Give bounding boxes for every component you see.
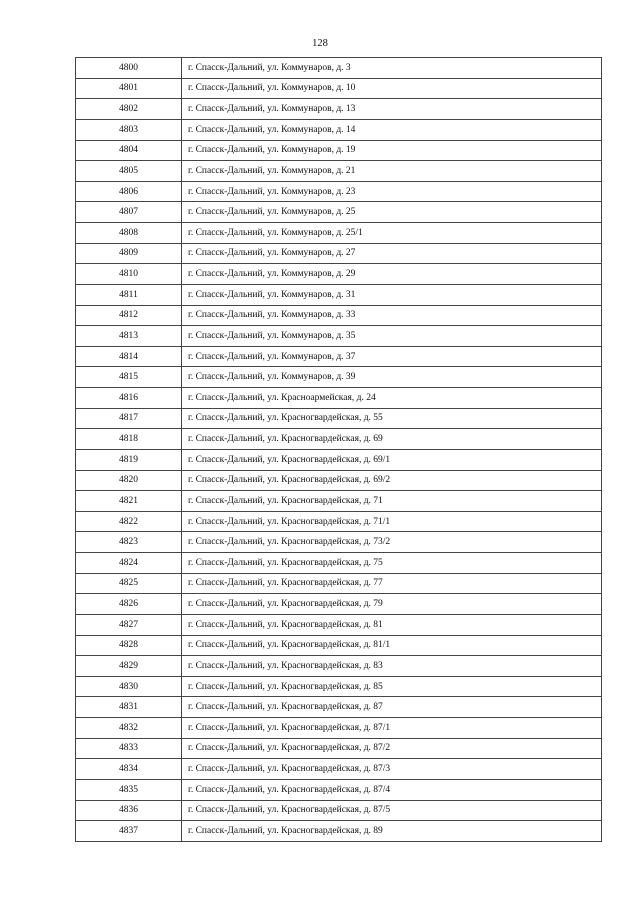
table-row: [76, 99, 602, 120]
table-row: [76, 264, 602, 285]
address-cell: г. Спасск-Дальний, ул. Красноармейская, д. 24: [182, 388, 602, 409]
table-row: [76, 305, 602, 326]
address-cell: г. Спасск-Дальний, ул. Коммунаров, д. 25: [182, 202, 602, 223]
address-cell: г. Спасск-Дальний, ул. Коммунаров, д. 13: [182, 99, 602, 120]
table-row: [76, 140, 602, 161]
table-row: [76, 78, 602, 99]
row-number-cell: 4816: [76, 388, 182, 409]
address-cell: г. Спасск-Дальний, ул. Красногвардейская, д. 69: [182, 429, 602, 450]
address-cell: г. Спасск-Дальний, ул. Красногвардейская, д. 87/3: [182, 759, 602, 780]
table-row: [76, 738, 602, 759]
row-number-cell: 4811: [76, 284, 182, 305]
row-number-cell: 4819: [76, 449, 182, 470]
address-cell: г. Спасск-Дальний, ул. Красногвардейская, д. 69/2: [182, 470, 602, 491]
row-number-cell: 4812: [76, 305, 182, 326]
address-table: [75, 57, 602, 842]
row-number-cell: 4834: [76, 759, 182, 780]
row-number-cell: 4808: [76, 223, 182, 244]
address-cell: г. Спасск-Дальний, ул. Красногвардейская, д. 87/4: [182, 779, 602, 800]
row-number-cell: 4814: [76, 346, 182, 367]
row-number-cell: 4804: [76, 140, 182, 161]
row-number-cell: 4835: [76, 779, 182, 800]
table-row: [76, 119, 602, 140]
address-cell: г. Спасск-Дальний, ул. Коммунаров, д. 27: [182, 243, 602, 264]
address-cell: г. Спасск-Дальний, ул. Красногвардейская, д. 87/2: [182, 738, 602, 759]
address-cell: г. Спасск-Дальний, ул. Коммунаров, д. 14: [182, 119, 602, 140]
address-cell: г. Спасск-Дальний, ул. Коммунаров, д. 29: [182, 264, 602, 285]
row-number-cell: 4837: [76, 821, 182, 842]
table-row: [76, 635, 602, 656]
address-cell: г. Спасск-Дальний, ул. Коммунаров, д. 23: [182, 181, 602, 202]
table-row: [76, 470, 602, 491]
row-number-cell: 4828: [76, 635, 182, 656]
address-cell: г. Спасск-Дальний, ул. Красногвардейская, д. 85: [182, 676, 602, 697]
row-number-cell: 4805: [76, 161, 182, 182]
address-cell: г. Спасск-Дальний, ул. Коммунаров, д. 35: [182, 326, 602, 347]
row-number-cell: 4807: [76, 202, 182, 223]
table-row: [76, 594, 602, 615]
table-row: [76, 491, 602, 512]
table-row: [76, 181, 602, 202]
address-cell: г. Спасск-Дальний, ул. Коммунаров, д. 19: [182, 140, 602, 161]
page-number: 128: [312, 38, 328, 49]
table-row: [76, 161, 602, 182]
address-cell: г. Спасск-Дальний, ул. Коммунаров, д. 10: [182, 78, 602, 99]
table-row: [76, 326, 602, 347]
table-row: [76, 759, 602, 780]
row-number-cell: 4833: [76, 738, 182, 759]
address-cell: г. Спасск-Дальний, ул. Коммунаров, д. 39: [182, 367, 602, 388]
address-cell: г. Спасск-Дальний, ул. Красногвардейская, д. 73/2: [182, 532, 602, 553]
address-cell: г. Спасск-Дальний, ул. Красногвардейская, д. 71/1: [182, 511, 602, 532]
table-row: [76, 800, 602, 821]
table-row: [76, 656, 602, 677]
address-cell: г. Спасск-Дальний, ул. Красногвардейская, д. 55: [182, 408, 602, 429]
row-number-cell: 4801: [76, 78, 182, 99]
row-number-cell: 4817: [76, 408, 182, 429]
table-row: [76, 511, 602, 532]
table-row: [76, 58, 602, 79]
table-row: [76, 614, 602, 635]
table-row: [76, 284, 602, 305]
address-cell: г. Спасск-Дальний, ул. Коммунаров, д. 37: [182, 346, 602, 367]
row-number-cell: 4823: [76, 532, 182, 553]
address-table-body: [76, 58, 602, 842]
row-number-cell: 4818: [76, 429, 182, 450]
row-number-cell: 4826: [76, 594, 182, 615]
row-number-cell: 4832: [76, 718, 182, 739]
address-cell: г. Спасск-Дальний, ул. Коммунаров, д. 31: [182, 284, 602, 305]
table-row: [76, 532, 602, 553]
table-row: [76, 697, 602, 718]
address-cell: г. Спасск-Дальний, ул. Красногвардейская, д. 69/1: [182, 449, 602, 470]
address-cell: г. Спасск-Дальний, ул. Красногвардейская, д. 71: [182, 491, 602, 512]
table-row: [76, 223, 602, 244]
table-row: [76, 573, 602, 594]
row-number-cell: 4815: [76, 367, 182, 388]
address-cell: г. Спасск-Дальний, ул. Красногвардейская, д. 87/1: [182, 718, 602, 739]
row-number-cell: 4829: [76, 656, 182, 677]
address-cell: г. Спасск-Дальний, ул. Красногвардейская, д. 89: [182, 821, 602, 842]
row-number-cell: 4809: [76, 243, 182, 264]
address-cell: г. Спасск-Дальний, ул. Красногвардейская, д. 81/1: [182, 635, 602, 656]
address-cell: г. Спасск-Дальний, ул. Красногвардейская, д. 81: [182, 614, 602, 635]
row-number-cell: 4806: [76, 181, 182, 202]
table-row: [76, 553, 602, 574]
table-row: [76, 367, 602, 388]
address-cell: г. Спасск-Дальний, ул. Коммунаров, д. 33: [182, 305, 602, 326]
address-cell: г. Спасск-Дальний, ул. Красногвардейская, д. 79: [182, 594, 602, 615]
table-row: [76, 821, 602, 842]
table-row: [76, 449, 602, 470]
address-cell: г. Спасск-Дальний, ул. Коммунаров, д. 25/1: [182, 223, 602, 244]
row-number-cell: 4824: [76, 553, 182, 574]
address-cell: г. Спасск-Дальний, ул. Красногвардейская, д. 83: [182, 656, 602, 677]
row-number-cell: 4813: [76, 326, 182, 347]
address-cell: г. Спасск-Дальний, ул. Красногвардейская, д. 87/5: [182, 800, 602, 821]
row-number-cell: 4827: [76, 614, 182, 635]
address-cell: г. Спасск-Дальний, ул. Красногвардейская, д. 75: [182, 553, 602, 574]
table-row: [76, 243, 602, 264]
address-cell: г. Спасск-Дальний, ул. Красногвардейская, д. 87: [182, 697, 602, 718]
row-number-cell: 4800: [76, 58, 182, 79]
row-number-cell: 4822: [76, 511, 182, 532]
row-number-cell: 4820: [76, 470, 182, 491]
row-number-cell: 4831: [76, 697, 182, 718]
row-number-cell: 4810: [76, 264, 182, 285]
table-row: [76, 429, 602, 450]
address-cell: г. Спасск-Дальний, ул. Красногвардейская, д. 77: [182, 573, 602, 594]
table-row: [76, 718, 602, 739]
row-number-cell: 4830: [76, 676, 182, 697]
table-row: [76, 408, 602, 429]
table-row: [76, 779, 602, 800]
row-number-cell: 4802: [76, 99, 182, 120]
table-row: [76, 202, 602, 223]
table-row: [76, 676, 602, 697]
table-row: [76, 346, 602, 367]
table-row: [76, 388, 602, 409]
address-cell: г. Спасск-Дальний, ул. Коммунаров, д. 3: [182, 58, 602, 79]
row-number-cell: 4803: [76, 119, 182, 140]
address-cell: г. Спасск-Дальний, ул. Коммунаров, д. 21: [182, 161, 602, 182]
row-number-cell: 4836: [76, 800, 182, 821]
row-number-cell: 4821: [76, 491, 182, 512]
row-number-cell: 4825: [76, 573, 182, 594]
